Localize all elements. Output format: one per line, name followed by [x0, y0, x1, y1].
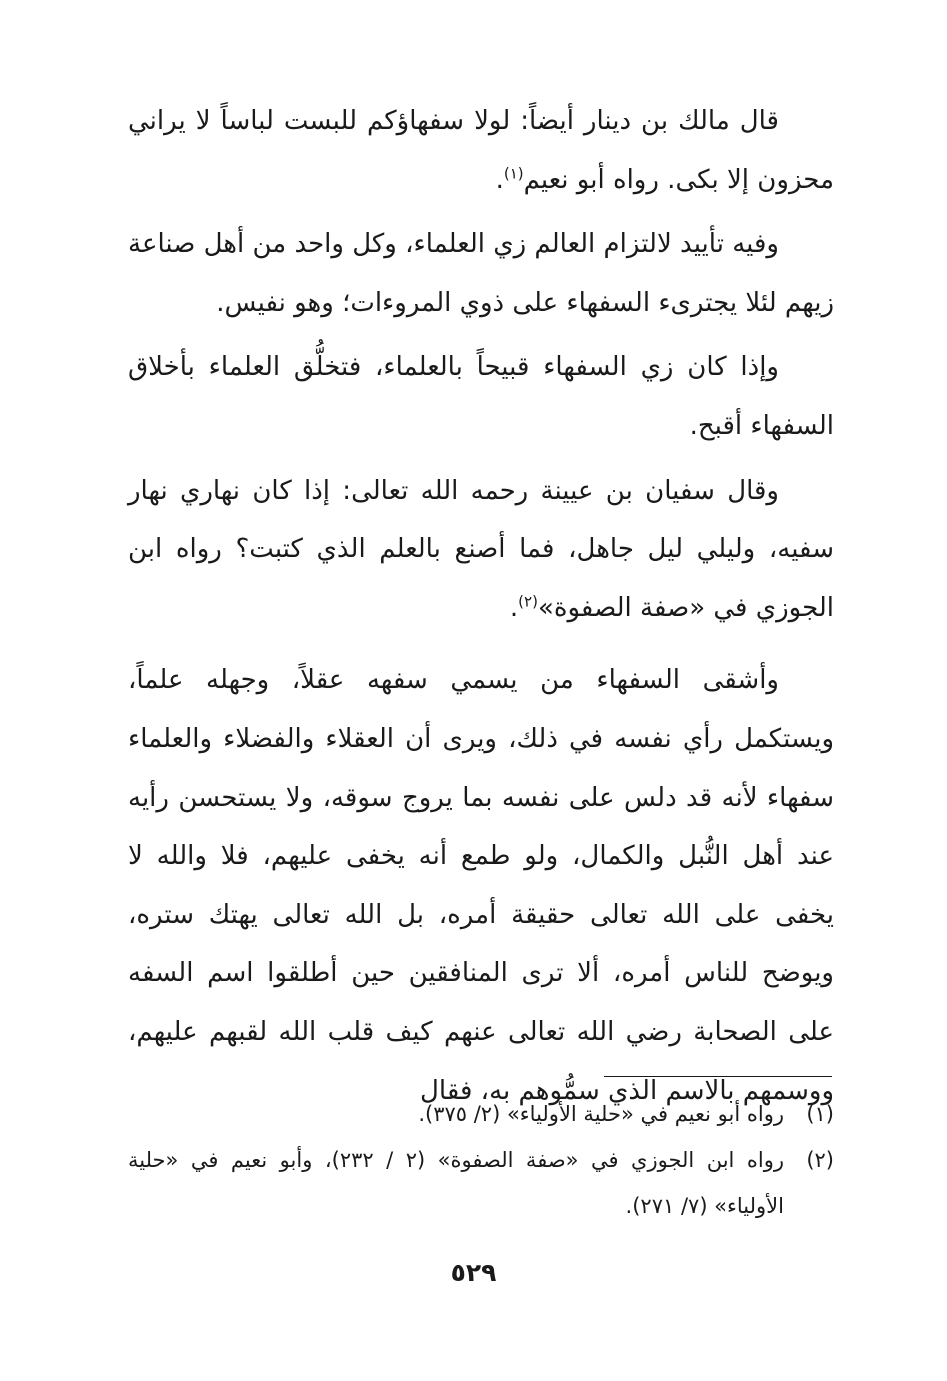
paragraph-tail: . — [509, 592, 519, 623]
paragraph-text: قال مالك بن دينار أيضاً: لولا سفهاؤكم للبست لباساً لا يراني محزون إلا بكى. رواه أبو نعيم — [128, 106, 834, 195]
footnote-number: (١) — [806, 1102, 834, 1126]
footnote-1 — [128, 1091, 834, 1137]
footnote-2 — [128, 1137, 834, 1229]
footnote-ref-1: (١) — [503, 163, 524, 182]
page-number: ٥٢٩ — [450, 1258, 497, 1287]
paragraph-tail: . — [495, 164, 504, 195]
paragraph-text: وقال سفيان بن عيينة رحمه الله تعالى: إذا كان نهاري نهار سفيه، وليلي ليل جاهل، فما أصنع بالعلم الذي كتبت؟ رواه ابن الجوزي في «صفة الصفوة» — [128, 475, 834, 623]
footnotes — [128, 1091, 834, 1229]
footnote-ref-2: (٢) — [518, 592, 538, 611]
paragraph-4 — [128, 462, 834, 638]
paragraph-text: وأشقى السفهاء من يسمي سفهه عقلاً، وجهله علماً، ويستكمل رأي نفسه في ذلك، ويرى أن العقلاء والفضلاء والعلماء سفهاء لأنه قد دلس على نفسه بما يروج سوقه، ولا يستحسن رأيه عند أهل النُّبل والكمال، ولو طمع أنه يخفى عليهم، فلا والله لا يخفى على الله تعالى حقيقة أمره، بل الله تعالى يهتك ستره، ويوضح للناس أمره، ألا ترى المنافقين حين أطلقوا اسم السفه على الصحابة رضي الله تعالى عنهم كيف قلب الله لقبهم عليهم، ووسمهم بالاسم الذي سمُّوهم به، فقال — [128, 665, 834, 1106]
footnote-separator — [604, 1076, 832, 1077]
paragraph-1 — [128, 92, 834, 209]
footnote-number: (٢) — [806, 1148, 834, 1172]
main-text — [128, 92, 834, 1120]
footnote-text: رواه ابن الجوزي في «صفة الصفوة» (٢ / ٢٣٢)، وأبو نعيم في «حلية الأولياء» (٧/ ٢٧١). — [128, 1148, 784, 1218]
paragraph-2 — [128, 215, 834, 332]
paragraph-text: وفيه تأييد لالتزام العالم زي العلماء، وكل واحد من أهل صناعة زيهم لئلا يجترىء السفهاء على ذوي المروءات؛ وهو نفيس. — [128, 229, 834, 318]
paragraph-5 — [128, 651, 834, 1120]
footnote-text: رواه أبو نعيم في «حلية الأولياء» (٢/ ٣٧٥). — [418, 1102, 784, 1126]
paragraph-text: وإذا كان زي السفهاء قبيحاً بالعلماء، فتخلُّق العلماء بأخلاق السفهاء أقبح. — [128, 352, 834, 441]
paragraph-3 — [128, 338, 834, 455]
